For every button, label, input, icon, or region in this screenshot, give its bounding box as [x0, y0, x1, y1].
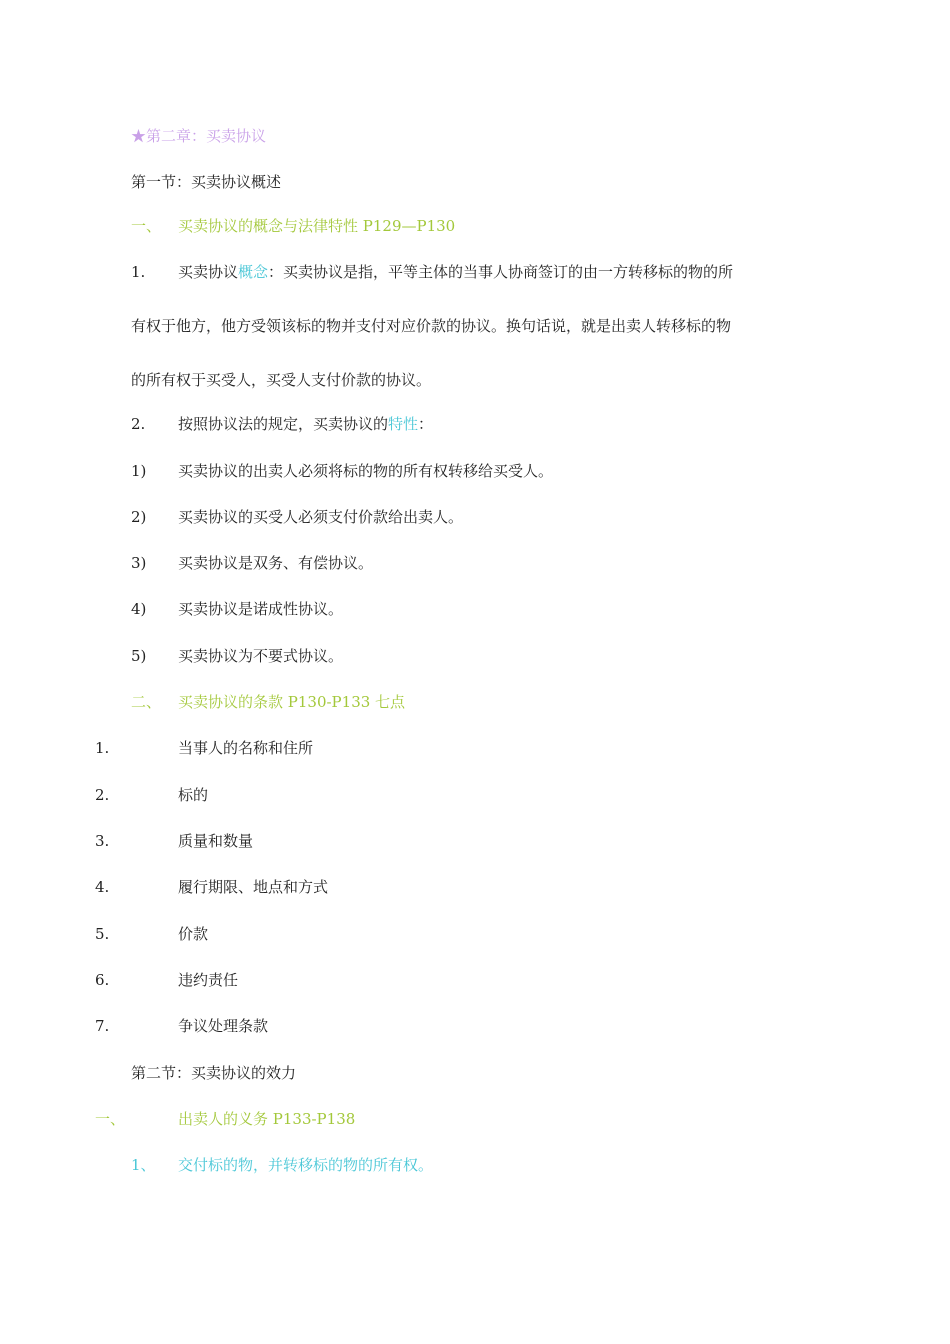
paragraph-line — [178, 414, 433, 434]
list-number: 5. — [95, 925, 110, 943]
list-item: 违约责任 — [178, 971, 239, 989]
list-item: 质量和数量 — [178, 832, 254, 850]
list-number: 7. — [95, 1017, 110, 1035]
list-number: 6. — [95, 971, 110, 989]
list-item: 买卖协议的出卖人必须将标的物的所有权转移给买受人。 — [178, 462, 554, 480]
list-item: 争议处理条款 — [178, 1017, 269, 1035]
list-number: 1. — [95, 739, 110, 757]
item-number: 2. — [131, 415, 146, 433]
section-title: 第一节：买卖协议概述 — [131, 173, 282, 191]
list-number: 4) — [131, 600, 147, 618]
paragraph-line — [178, 262, 733, 282]
part-number: 一、 — [95, 1110, 126, 1128]
list-item: 价款 — [178, 925, 209, 943]
list-item: 履行期限、地点和方式 — [178, 878, 329, 896]
list-item: 买卖协议是诺成性协议。 — [178, 600, 344, 618]
text-span: 买卖协议 — [178, 263, 239, 281]
sub-item-number: 1、 — [131, 1156, 156, 1174]
text-span: ： — [418, 415, 434, 433]
text-span: 按照协议法的规定，买卖协议的 — [178, 415, 389, 433]
list-number: 4. — [95, 878, 110, 896]
star-icon: ★ — [131, 127, 147, 145]
chapter-title: 第二章：买卖协议 — [146, 127, 267, 145]
keyword-features: 特性 — [388, 415, 419, 433]
list-number: 2. — [95, 786, 110, 804]
list-number: 3) — [131, 554, 147, 572]
list-number: 1) — [131, 462, 147, 480]
list-item: 买卖协议是双务、有偿协议。 — [178, 554, 374, 572]
part-title: 出卖人的义务 P133-P138 — [178, 1110, 356, 1128]
list-number: 5) — [131, 647, 147, 665]
list-item: 标的 — [178, 786, 209, 804]
list-item: 买卖协议为不要式协议。 — [178, 647, 344, 665]
paragraph-line: 有权于他方，他方受领该标的物并支付对应价款的协议。换句话说，就是出卖人转移标的物 — [131, 317, 732, 335]
list-number: 3. — [95, 832, 110, 850]
section-title: 第二节：买卖协议的效力 — [131, 1064, 297, 1082]
list-number: 2) — [131, 508, 147, 526]
part-number: 一、 — [131, 217, 162, 235]
part-title: 买卖协议的概念与法律特性 P129—P130 — [178, 217, 456, 235]
item-number: 1. — [131, 263, 146, 281]
paragraph-line: 的所有权于买受人，买受人支付价款的协议。 — [131, 371, 432, 389]
list-item: 当事人的名称和住所 — [178, 739, 314, 757]
keyword-concept: 概念 — [238, 263, 269, 281]
sub-item-text: 交付标的物，并转移标的物的所有权。 — [178, 1156, 434, 1174]
chapter-heading — [131, 126, 266, 146]
text-span: ：买卖协议是指，平等主体的当事人协商签订的由一方转移标的物的所 — [268, 263, 734, 281]
list-item: 买卖协议的买受人必须支付价款给出卖人。 — [178, 508, 464, 526]
part-title: 买卖协议的条款 P130-P133 七点 — [178, 693, 406, 711]
part-number: 二、 — [131, 693, 162, 711]
